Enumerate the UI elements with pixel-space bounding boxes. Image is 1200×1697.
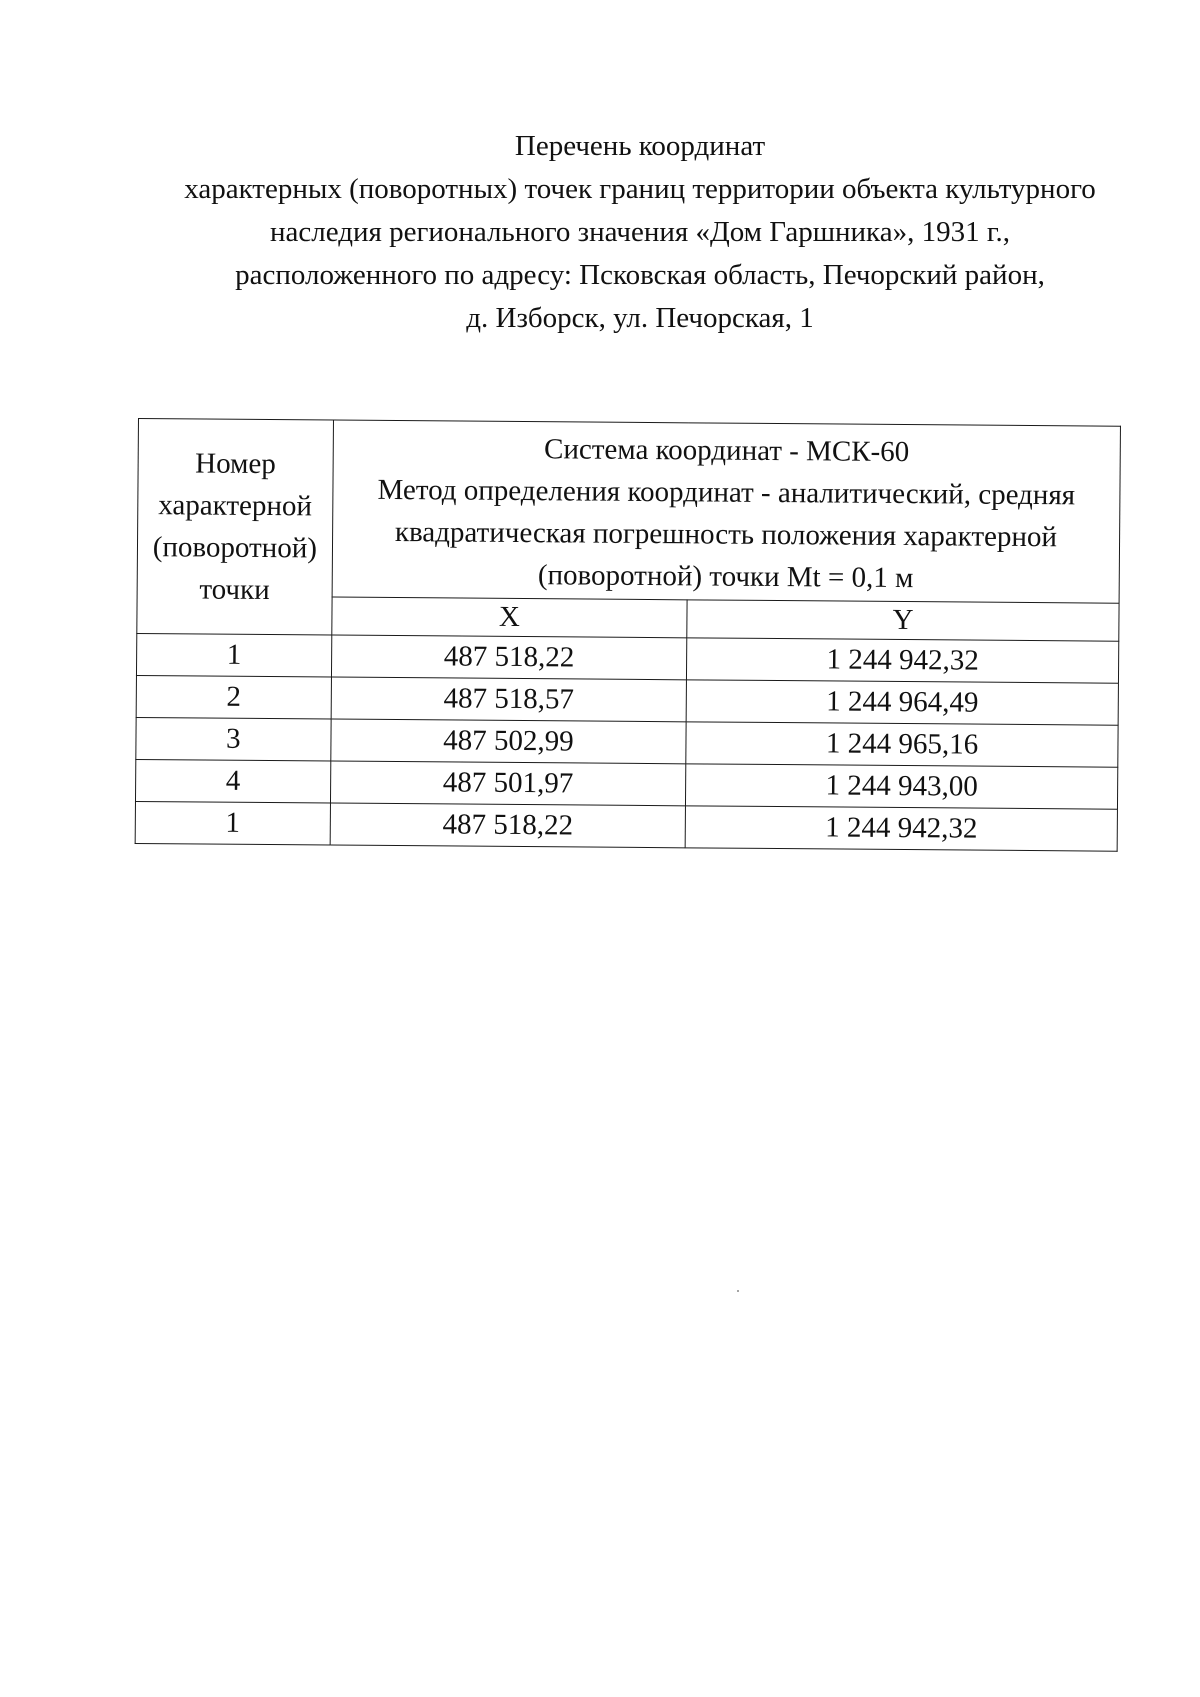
header-system-line: квадратическая погрешность положения характерной [394,516,1058,554]
header-system-line: Метод определения координат - аналитический, средняя [377,473,1076,512]
cell-x: 487 501,97 [330,761,686,806]
cell-x: 487 518,22 [331,635,687,680]
header-system-line: Система координат - МСК-60 [543,433,910,469]
header-system-line: (поворотной) точки Mt = 0,1 м [537,559,914,595]
cell-x: 487 518,22 [330,803,686,848]
scan-speck [737,1290,739,1292]
cell-point: 3 [136,717,331,761]
title-line: наследия регионального значения «Дом Гаршника», 1931 г., [270,216,1010,248]
cell-y: 1 244 964,49 [686,680,1118,725]
cell-x: 487 502,99 [331,719,687,764]
cell-point: 4 [135,759,330,803]
title-line: д. Изборск, ул. Печорская, 1 [466,302,814,334]
table-header-row [137,419,1120,604]
title-line: Перечень координат [514,130,766,162]
document-title [150,125,1130,340]
cell-point: 1 [136,633,331,677]
cell-y: 1 244 943,00 [686,764,1118,809]
header-point-number-line: Номер [195,447,276,481]
cell-y: 1 244 942,32 [687,638,1119,683]
header-point-number-line: (поворотной) [152,531,318,565]
cell-y: 1 244 942,32 [685,806,1117,851]
header-point-number-line: точки [199,573,270,607]
table-row [135,801,1117,851]
cell-x: 487 518,57 [331,677,687,722]
cell-point: 1 [135,801,330,845]
header-y: Y [687,600,1119,641]
header-coordinate-system [332,420,1121,603]
coordinates-table [135,418,1121,852]
title-line: расположенного по адресу: Псковская область, Печорский район, [235,259,1045,291]
cell-point: 2 [136,675,331,719]
header-point-number [137,419,333,636]
header-x: X [332,597,688,638]
title-line: характерных (поворотных) точек границ территории объекта культурного [184,173,1096,205]
cell-y: 1 244 965,16 [686,722,1118,767]
header-point-number-line: характерной [158,489,313,523]
